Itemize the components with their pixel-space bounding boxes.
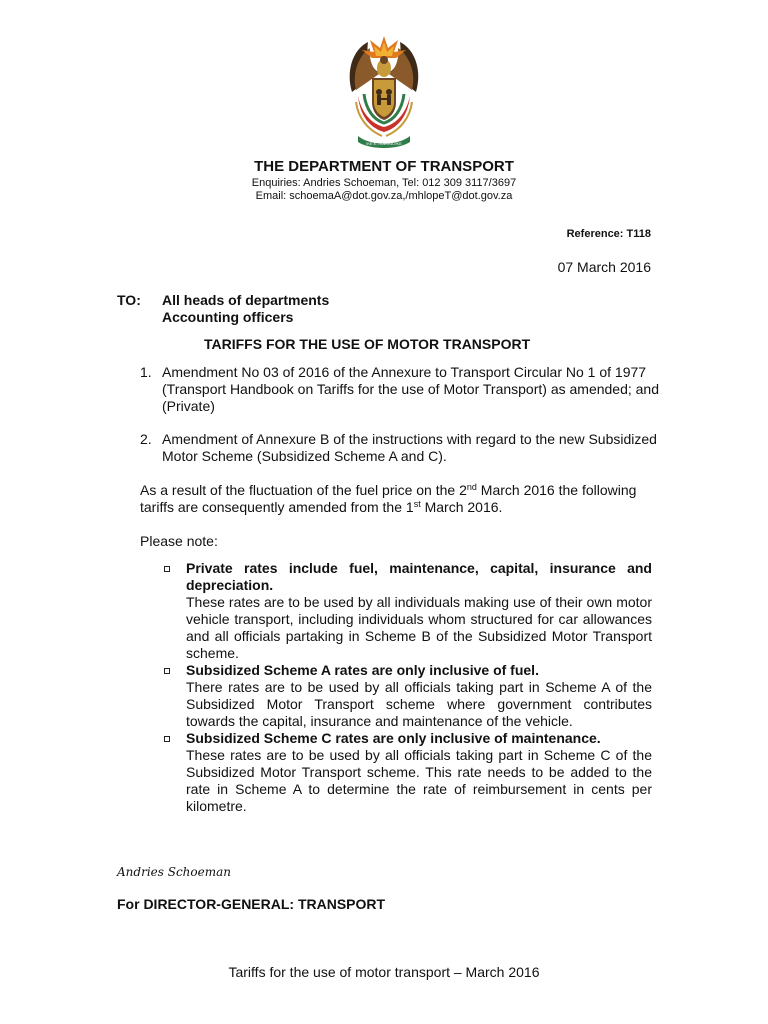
enquiries-line: Enquiries: Andries Schoeman, Tel: 012 309 3117/3697	[251, 177, 517, 189]
please-note: Please note:	[140, 533, 218, 549]
checkbox-bullet-icon	[164, 566, 170, 572]
superscript: nd	[466, 482, 477, 492]
list-item	[162, 662, 652, 730]
recipient: All heads of departments	[162, 292, 330, 308]
checkbox-bullet-icon	[164, 668, 170, 674]
fuel-price-paragraph	[140, 482, 660, 516]
department-title: THE DEPARTMENT OF TRANSPORT	[254, 158, 514, 175]
text-run: March 2016.	[420, 499, 503, 515]
recipient: Accounting officers	[162, 309, 294, 325]
checkbox-bullet-icon	[164, 736, 170, 742]
list-item	[162, 560, 652, 662]
signatory-title: For DIRECTOR-GENERAL: TRANSPORT	[117, 896, 386, 912]
letter-date: 07 March 2016	[557, 259, 651, 275]
reference-number: Reference: T118	[566, 228, 651, 240]
email-line: Email: schoemaA@dot.gov.za,/mhlopeT@dot.gov.za	[255, 190, 513, 202]
item-number: 2.	[140, 431, 152, 447]
numbered-item	[140, 431, 660, 465]
page-footer: Tariffs for the use of motor transport – March 2016	[228, 964, 540, 980]
bullet-body: These rates are to be used by all individuals making use of their own motor vehicle transport, including individuals whom structured for car allowances and all officials partaking in Scheme B of the Subsidized Motor Transport scheme.	[186, 594, 652, 661]
list-item	[162, 730, 652, 815]
bullet-body: There rates are to be used by all officials taking part in Scheme A of the Subsidized Motor Transport scheme where government contributes towards the capital, insurance and maintenance of the vehicle.	[186, 679, 652, 729]
item-text: Amendment of Annexure B of the instructions with regard to the new Subsidized Motor Scheme (Subsidized Scheme A and C).	[162, 431, 657, 464]
to-label: TO:	[117, 292, 141, 308]
bullet-heading: Subsidized Scheme A rates are only inclusive of fuel.	[186, 662, 539, 678]
text-run: As a result of the fluctuation of the fuel price on the 2	[140, 482, 467, 498]
coat-of-arms-icon	[344, 32, 424, 150]
signature: Andries Schoeman	[117, 865, 231, 879]
bullet-heading: Private rates include fuel, maintenance, capital, insurance and depreciation.	[186, 560, 652, 593]
rates-bullet-list	[162, 560, 652, 815]
text-run: March 2016 the following tariffs are consequently amended from the 1	[140, 482, 637, 515]
subject-heading: TARIFFS FOR THE USE OF MOTOR TRANSPORT	[204, 336, 531, 352]
bullet-heading: Subsidized Scheme C rates are only inclusive of maintenance.	[186, 730, 601, 746]
superscript: st	[413, 499, 421, 509]
numbered-item	[140, 364, 660, 415]
item-number: 1.	[140, 364, 152, 380]
bullet-body: These rates are to be used by all officials taking part in Scheme C of the Subsidized Motor Transport scheme. This rate needs to be added to the rate in Scheme A to determine the rate of reimbursement in cents per kilometre.	[186, 747, 652, 814]
svg-text:!KE E: /XARRA //KE: !KE E: /XARRA //KE	[366, 141, 402, 146]
item-text: Amendment No 03 of 2016 of the Annexure to Transport Circular No 1 of 1977 (Transport Handbook on Tariffs for the use of Motor Transport) as amended; and (Private)	[162, 364, 660, 414]
